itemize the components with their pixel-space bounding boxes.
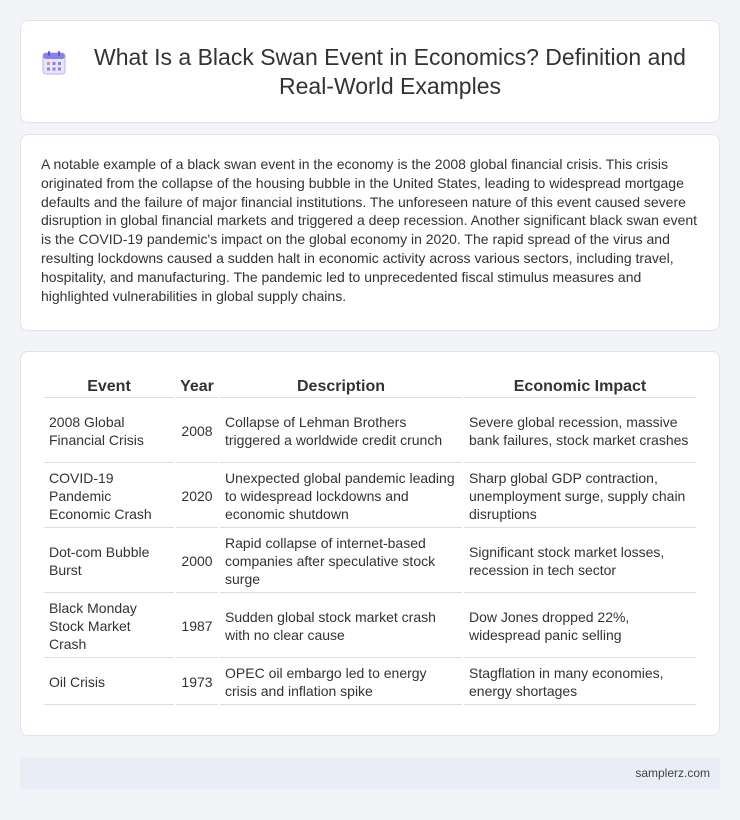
cell-impact: Stagflation in many economies, energy shortages [464, 660, 696, 705]
header-card [20, 20, 720, 123]
table-card [20, 351, 720, 736]
table-row [44, 465, 696, 528]
cell-event: Dot-com Bubble Burst [44, 530, 174, 593]
table-row [44, 660, 696, 705]
cell-description: Rapid collapse of internet-based companies after speculative stock surge [220, 530, 462, 593]
table-row [44, 400, 696, 463]
cell-impact: Significant stock market losses, recession in tech sector [464, 530, 696, 593]
black-swan-events-table [42, 372, 698, 707]
footer-bar [20, 757, 720, 789]
table-row [44, 595, 696, 658]
table-row [44, 530, 696, 593]
cell-year: 2020 [176, 465, 218, 528]
cell-event: COVID-19 Pandemic Economic Crash [44, 465, 174, 528]
table-header-row [44, 374, 696, 398]
cell-event: Black Monday Stock Market Crash [44, 595, 174, 658]
header-description: Description [220, 374, 462, 398]
cell-event: 2008 Global Financial Crisis [44, 400, 174, 463]
cell-description: OPEC oil embargo led to energy crisis and inflation spike [220, 660, 462, 705]
intro-paragraph: A notable example of a black swan event in the economy is the 2008 global financial crisis. This crisis originated from the collapse of the housing bubble in the United States, leading to widespread mortgage defaults and the failure of major financial institutions. The unforeseen nature of this event caused severe disruption in global financial markets and triggered a deep recession. Another significant black swan event is the COVID-19 pandemic's impact on the global economy in 2020. The rapid spread of the virus and resulting lockdowns caused a sudden halt in economic activity across various sectors, including travel, hospitality, and manufacturing. The pandemic led to unprecedented fiscal stimulus measures and highlighted vulnerabilities in global supply chains. [41, 156, 698, 304]
cell-event: Oil Crisis [44, 660, 174, 705]
header-economic-impact: Economic Impact [464, 374, 696, 398]
cell-description: Unexpected global pandemic leading to widespread lockdowns and economic shutdown [220, 465, 462, 528]
cell-impact: Severe global recession, massive bank failures, stock market crashes [464, 400, 696, 463]
cell-impact: Sharp global GDP contraction, unemployment surge, supply chain disruptions [464, 465, 696, 528]
cell-year: 1987 [176, 595, 218, 658]
footer-site-link[interactable]: samplerz.com [635, 766, 710, 780]
header-event: Event [44, 374, 174, 398]
header-year: Year [176, 374, 218, 398]
calendar-icon [41, 50, 67, 76]
page-title: What Is a Black Swan Event in Economics? Definition and Real-World Examples [94, 43, 686, 99]
cell-year: 2000 [176, 530, 218, 593]
cell-year: 1973 [176, 660, 218, 705]
cell-description: Collapse of Lehman Brothers triggered a worldwide credit crunch [220, 400, 462, 463]
cell-description: Sudden global stock market crash with no clear cause [220, 595, 462, 658]
cell-impact: Dow Jones dropped 22%, widespread panic selling [464, 595, 696, 658]
cell-year: 2008 [176, 400, 218, 463]
intro-card [20, 134, 720, 331]
